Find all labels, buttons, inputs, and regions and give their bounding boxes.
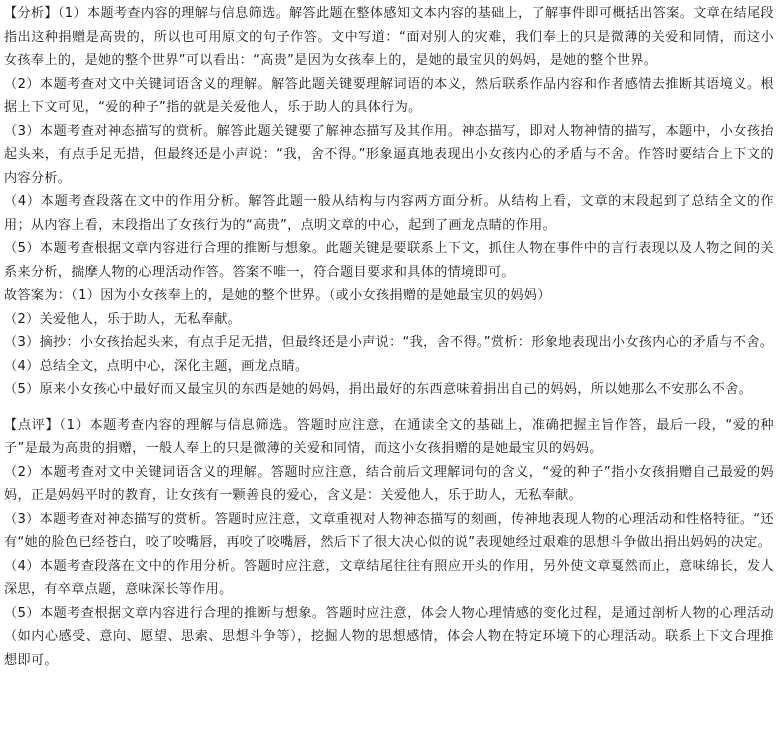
answer-line-1: 故答案为：（1）因为小女孩奉上的，是她的整个世界。（或小女孩捐赠的是她最宝贝的妈妈）: [4, 288, 551, 303]
analysis-paragraph-1: 【分析】（1）本题考查内容的理解与信息筛选。解答此题在整体感知文本内容的基础上，了解事件即可概括出答案。文章在结尾段指出这种捐赠是高贵的，所以也可用原文的句子作答。文中写道：“面对别人的灾难，我们奉上的只是微薄的关爱和同情，而这小女孩奉上的，是她的整个世界”可以看出：“高贵”是因为女孩奉上的，是她的最宝贝的妈妈，是她的整个世界。: [4, 6, 774, 68]
analysis-paragraph-5: （5）本题考查根据文章内容进行合理的推断与想象。此题关键是要联系上下文，抓住人物在事件中的言行表现以及人物之间的关系来分析，揣摩人物的心理活动作答。答案不唯一，符合题目要求和具体的情境即可。: [4, 241, 774, 280]
comment-section: [4, 414, 774, 673]
answer-line-5: （5）原来小女孩心中最好而又最宝贝的东西是她的妈妈，捐出最好的东西意味着捐出自己的妈妈，所以她那么不安那么不舍。: [4, 382, 753, 397]
answer-line-2: （2）关爱他人，乐于助人，无私奉献。: [4, 311, 242, 327]
comment-paragraph-4: （4）本题考查段落在文中的作用分析。答题时应注意，文章结尾往往有照应开头的作用，另外使文章戛然而止，意味绵长，发人深思，有卒章点题，意味深长等作用。: [4, 558, 774, 597]
answer-line-3: （3）摘抄：小女孩抬起头来，有点手足无措，但最终还是小声说：“我，舍不得。”赏析：形象地表现出小女孩内心的矛盾与不舍。: [4, 335, 774, 350]
section-gap: [4, 402, 774, 414]
analysis-paragraph-3: （3）本题考查对神态描写的赏析。解答此题关键要了解神态描写及其作用。神态描写，即对人物神情的描写，本题中，小女孩抬起头来，有点手足无措，但最终还是小声说：“我，舍不得。”形象逼真地表现出小女孩内心的矛盾与不舍。作答时要结合上下文的内容分析。: [4, 123, 774, 186]
answer-line-4: （4）总结全文，点明中心，深化主题，画龙点睛。: [4, 358, 309, 374]
comment-paragraph-3: （3）本题考查对神态描写的赏析。答题时应注意，文章重视对人物神态描写的刻画，传神地表现人物的心理活动和性格特征。“还有“她的脸色已经苍白，咬了咬嘴唇，再咬了咬嘴唇，然后下了很大决心似的说”表现她经过艰难的思想斗争做出捐出妈妈的决定。: [4, 511, 774, 550]
comment-paragraph-1: 【点评】（1）本题考查内容的理解与信息筛选。答题时应注意，在通读全文的基础上，准确把握主旨作答，最后一段，“爱的种子”是最为高贵的捐赠，一般人奉上的只是微薄的关爱和同情，而这小女孩捐赠的是她最宝贝的妈妈。: [4, 417, 774, 456]
comment-paragraph-2: （2）本题考查对文中关键词语含义的理解。答题时应注意，结合前后文理解词句的含义，“爱的种子”指小女孩捐赠自己最爱的妈妈，正是妈妈平时的教育，让女孩有一颗善良的爱心，含义是：关爱他人，乐于助人，无私奉献。: [4, 464, 774, 503]
analysis-paragraph-4: （4）本题考查段落在文中的作用分析。解答此题一般从结构与内容两方面分析。从结构上看，文章的末段起到了总结全文的作用；从内容上看，末段指出了女孩行为的“高贵”，点明文章的中心，起到了画龙点睛的作用。: [4, 194, 774, 233]
analysis-paragraph-2: （2）本题考查对文中关键词语含义的理解。解答此题关键要理解词语的本义，然后联系作品内容和作者感情去推断其语境义。根据上下文可见，“爱的种子”指的就是关爱他人，乐于助人的具体行为。: [4, 76, 774, 115]
comment-paragraph-5: （5）本题考查根据文章内容进行合理的推断与想象。答题时应注意，体会人物心理情感的变化过程，是通过剖析人物的心理活动（如内心感受、意向、愿望、思索、思想斗争等），挖掘人物的思想感情，体会人物在特定环境下的心理活动。联系上下文合理推想即可。: [4, 605, 774, 668]
analysis-section: [4, 2, 774, 402]
